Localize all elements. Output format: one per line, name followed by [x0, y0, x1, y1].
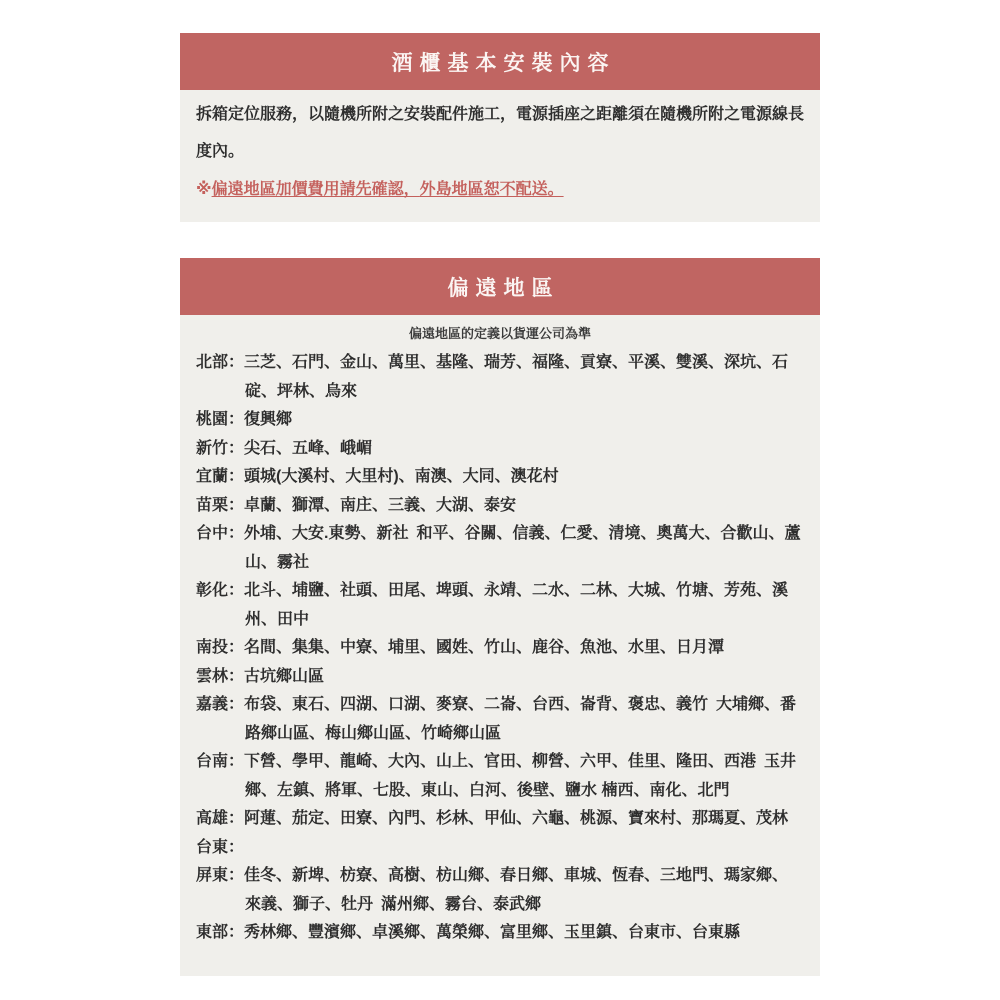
region-row-kaohsiung: [196, 805, 804, 834]
note-prefix: ※: [196, 181, 212, 198]
installation-header: [180, 33, 820, 90]
remote-areas-body: [180, 315, 820, 976]
region-items: 名間、集集、中寮、埔里、國姓、竹山、鹿谷、魚池、水里、日月潭: [244, 639, 725, 656]
region-label: 彰化：: [196, 582, 245, 599]
region-items: 佳冬、新埤、枋寮、高樹、枋山鄉、春日鄉、車城、恆春、三地門、瑪家鄉、來義、獅子、牡丹 滿州鄉、霧台、泰武鄉: [244, 867, 789, 913]
region-label: 北部：: [196, 354, 245, 371]
region-label: 台東：: [196, 838, 245, 856]
region-label: 高雄：: [196, 810, 245, 827]
region-row-chiayi: [196, 691, 804, 748]
region-row-taichung: [196, 520, 804, 577]
region-items: 布袋、東石、四湖、口湖、麥寮、二崙、台西、崙背、褒忠、義竹 大埔鄉、番路鄉山區、梅山鄉山區、竹崎鄉山區: [244, 696, 797, 742]
region-row-changhua: [196, 577, 804, 634]
region-row-taoyuan: [196, 406, 804, 435]
region-items: 三芝、石門、金山、萬里、基隆、瑞芳、福隆、貢寮、平溪、雙溪、深坑、石碇、坪林、烏來: [244, 354, 789, 400]
note-link-part2[interactable]: 外島地區恕不配送。: [419, 181, 564, 198]
region-row-yunlin: [196, 663, 804, 692]
region-row-miaoli: [196, 492, 804, 521]
region-items: 阿蓮、茄定、田寮、內門、杉林、甲仙、六龜、桃源、寶來村、那瑪夏、茂林: [244, 810, 789, 827]
region-label: 屏東：: [196, 867, 245, 884]
region-items: 頭城(大溪村、大里村)、南澳、大同、澳花村: [244, 468, 559, 485]
region-label: 新竹：: [196, 439, 245, 457]
region-items: 秀林鄉、豐濱鄉、卓溪鄉、萬榮鄉、富里鄉、玉里鎮、台東市、台東縣: [244, 924, 741, 941]
region-label: 嘉義：: [196, 696, 245, 713]
remote-areas-subtitle: 偏遠地區的定義以貨運公司為準: [408, 326, 591, 341]
region-row-nantou: [196, 634, 804, 663]
region-items: 古坑鄉山區: [244, 667, 325, 685]
region-label: 東部：: [196, 924, 245, 941]
note-link-part1[interactable]: 偏遠地區加價費用請先確認，: [211, 181, 420, 198]
region-items: 復興鄉: [244, 411, 293, 428]
installation-body: [180, 90, 820, 222]
notice-container: [180, 0, 820, 976]
region-label: 雲林：: [196, 667, 245, 685]
region-row-pingtung: [196, 862, 804, 919]
region-items: 北斗、埔鹽、社頭、田尾、埤頭、永靖、二水、二林、大城、竹塘、芳苑、溪州、田中: [244, 582, 789, 628]
region-label: 桃園：: [196, 411, 245, 428]
remote-areas-title: 偏遠地區: [447, 276, 560, 300]
remote-areas-header: [180, 258, 820, 315]
region-row-tainan: [196, 748, 804, 805]
region-items: 卓蘭、獅潭、南庄、三義、大湖、泰安: [244, 496, 517, 514]
remote-areas-card: [180, 258, 820, 976]
region-row-hsinchu: [196, 435, 804, 464]
region-items: 外埔、大安.東勢、新社 和平、谷關、信義、仁愛、清境、奧萬大、合歡山、蘆山、霧社: [244, 525, 801, 571]
installation-card: [180, 33, 820, 222]
region-row-north: [196, 349, 804, 406]
region-label: 南投：: [196, 639, 245, 656]
region-list: [196, 349, 804, 948]
region-row-taitung: [196, 834, 804, 863]
region-label: 台中：: [196, 525, 245, 542]
region-label: 苗栗：: [196, 496, 245, 514]
region-label: 宜蘭：: [196, 468, 245, 485]
installation-description: 拆箱定位服務，以隨機所附之安裝配件施工，電源插座之距離須在隨機所附之電源線長度內。: [196, 106, 805, 160]
region-row-yilan: [196, 463, 804, 492]
region-label: 台南：: [196, 753, 245, 770]
region-items: 尖石、五峰、峨嵋: [244, 439, 373, 457]
installation-title: 酒櫃基本安裝內容: [391, 51, 616, 75]
region-row-eastern: [196, 919, 804, 948]
region-items: 下營、學甲、龍崎、大內、山上、官田、柳營、六甲、佳里、隆田、西港 玉井鄉、左鎮、將軍、七股、東山、白河、後壁、鹽水 楠西、南化、北門: [244, 753, 797, 799]
remote-area-note[interactable]: [196, 178, 804, 202]
